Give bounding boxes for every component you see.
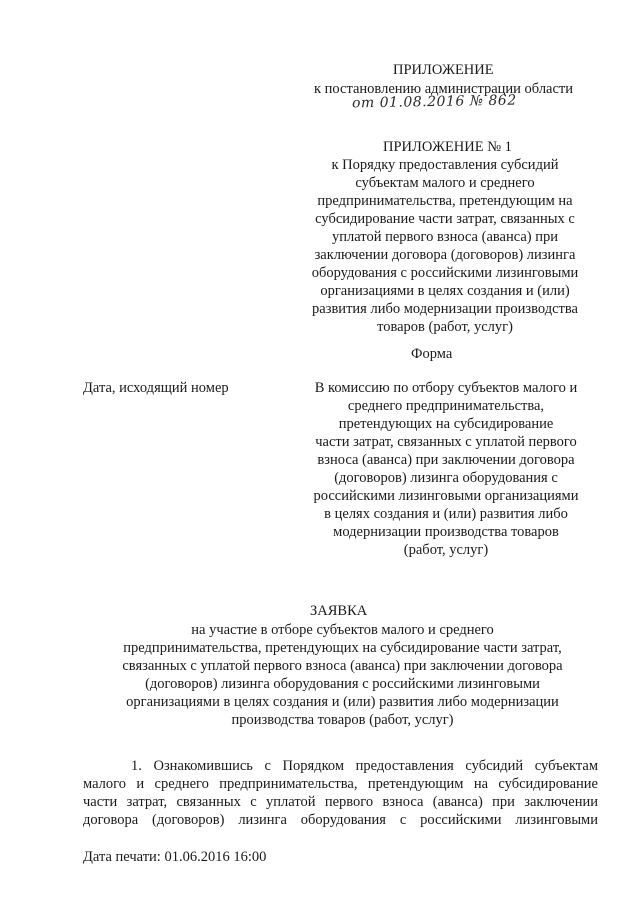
paragraph-line: малого и среднего предпринимательства, претендующим на субсидирование — [83, 776, 598, 792]
application-line: связанных с уплатой первого взноса (аванса) при заключении договора — [122, 658, 563, 674]
application-line: на участие в отборе субъектов малого и среднего — [191, 622, 494, 638]
addressee-line: в целях создания и (или) развития либо — [324, 506, 568, 522]
appendix-1-title: ПРИЛОЖЕНИЕ № 1 — [383, 139, 512, 155]
paragraph-1 — [83, 757, 598, 829]
application-title: ЗАЯВКА — [310, 603, 368, 619]
appendix-1-line: заключении договора (договоров) лизинга — [314, 247, 576, 263]
application-line: организациями в целях создания и (или) развития либо модернизации — [126, 694, 559, 710]
addressee-block — [296, 379, 596, 559]
appendix-1-line: субсидирование части затрат, связанных с — [315, 211, 575, 227]
appendix-1-line: оборудования с российскими лизинговыми — [311, 265, 579, 281]
appendix-1-line: к Порядку предоставления субсидий — [331, 157, 559, 173]
addressee-line: (договоров) лизинга оборудования с — [334, 470, 558, 486]
paragraph-line: договора (договоров) лизинга оборудования с российскими лизинговыми — [83, 812, 598, 828]
paragraph-line: 1. Ознакомившись с Порядком предоставления субсидий субъектам — [131, 758, 598, 774]
print-date: Дата печати: 01.06.2016 16:00 — [83, 849, 267, 865]
application-line: предпринимательства, претендующих на субсидирование части затрат, — [123, 640, 562, 656]
handwritten-reference: от 01.08.2016 № 862 — [351, 92, 517, 112]
addressee-line: претендующих на субсидирование — [338, 416, 554, 432]
addressee-line: (работ, услуг) — [403, 542, 489, 558]
addressee-line: среднего предпринимательства, — [347, 398, 545, 414]
application-line: производства товаров (работ, услуг) — [231, 712, 454, 728]
addressee-line: российскими лизинговыми организациями — [313, 488, 579, 504]
application-line: (договоров) лизинга оборудования с российскими лизинговыми — [145, 676, 540, 692]
paragraph-line: части затрат, связанных с уплатой первого взноса (аванса) при заключении — [83, 794, 598, 810]
form-label: Форма — [411, 346, 453, 362]
appendix-subtitle: к постановлению администрации области — [314, 81, 574, 97]
date-outgoing-number-label: Дата, исходящий номер — [83, 380, 229, 396]
appendix-1-line: организациями в целях создания и (или) — [320, 283, 570, 299]
addressee-line: взноса (аванса) при заключении договора — [317, 452, 575, 468]
addressee-line: модернизации производства товаров — [333, 524, 559, 540]
appendix-1-line: субъектам малого и среднего — [355, 175, 535, 191]
appendix-1-line: предпринимательства, претендующим на — [317, 193, 573, 209]
appendix-1-line: товаров (работ, услуг) — [377, 319, 513, 335]
addressee-line: части затрат, связанных с уплатой первого — [315, 434, 577, 450]
appendix-1-line: развития либо модернизации производства — [312, 301, 578, 317]
addressee-line: В комиссию по отбору субъектов малого и — [314, 380, 578, 396]
appendix-1-line: уплатой первого взноса (аванса) при — [332, 229, 558, 245]
appendix-title: ПРИЛОЖЕНИЕ — [393, 62, 494, 78]
application-description — [70, 621, 615, 729]
appendix-1-body — [300, 156, 590, 336]
